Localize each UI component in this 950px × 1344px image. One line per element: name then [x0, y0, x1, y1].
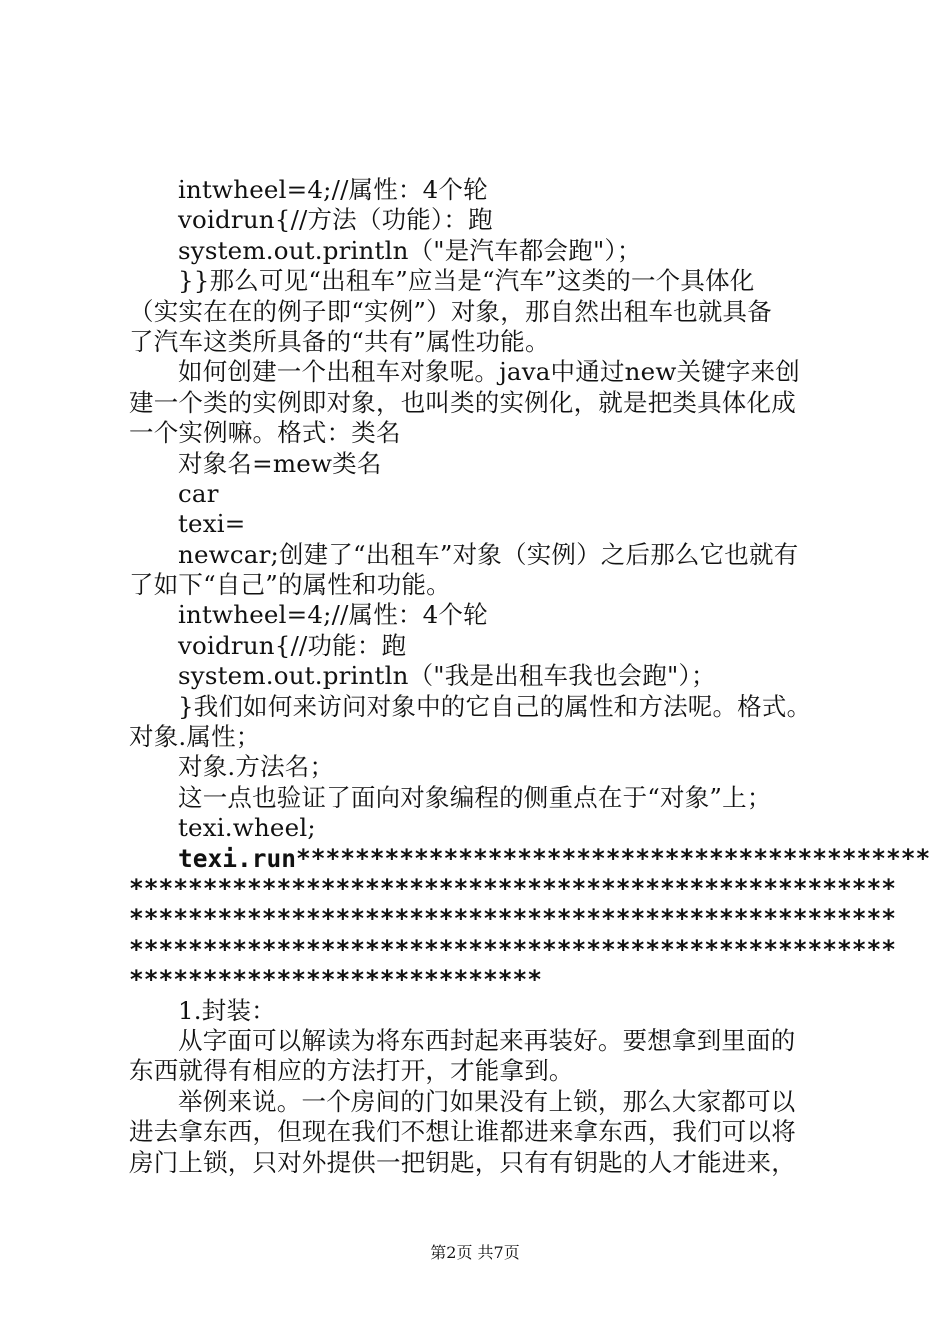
- text-line: 一个实例嘛。格式：类名: [129, 418, 401, 448]
- text-line: }}那么可见“出租车”应当是“汽车”这类的一个具体化: [178, 266, 755, 296]
- document-body: [129, 175, 931, 1178]
- text-line: 房门上锁，只对外提供一把钥匙，只有有钥匙的人才能进来，: [129, 1147, 796, 1177]
- text-line: 建一个类的实例即对象，也叫类的实例化，就是把类具体化成: [129, 387, 796, 417]
- text-line: texi.wheel;: [178, 813, 316, 843]
- text-line: 了如下“自己”的属性和功能。: [129, 570, 451, 600]
- text-line: 东西就得有相应的方法打开，才能拿到。: [129, 1056, 574, 1086]
- text-line: 了汽车这类所具备的“共有”属性功能。: [129, 326, 550, 356]
- section-heading: 1.封装：: [178, 995, 276, 1025]
- separator-line: ****************************************************: [129, 904, 897, 934]
- text-line: system.out.println（"我是出租车我也会跑"）；: [178, 661, 716, 691]
- text-line: texi=: [178, 509, 246, 539]
- text-line: system.out.println（"是汽车都会跑"）；: [178, 235, 642, 265]
- text-line: 举例来说。一个房间的门如果没有上锁，那么大家都可以: [178, 1086, 796, 1116]
- text-line: newcar;创建了“出租车”对象（实例）之后那么它也就有: [178, 539, 799, 569]
- text-line: voidrun{//方法（功能）：跑: [178, 205, 493, 235]
- text-line: car: [178, 478, 219, 508]
- text-line: 如何创建一个出租车对象呢。java中通过new关键字来创: [178, 357, 800, 387]
- text-line: intwheel=4;//属性：4个轮: [178, 600, 488, 630]
- separator-line: ****************************************************: [129, 934, 897, 964]
- text-line: 这一点也验证了面向对象编程的侧重点在于“对象”上；: [178, 782, 772, 812]
- text-line: 对象.方法名；: [178, 752, 335, 782]
- text-line: 对象名=mew类名: [178, 448, 382, 478]
- text-line: intwheel=4;//属性：4个轮: [178, 175, 488, 204]
- separator-line: ****************************: [129, 965, 543, 995]
- text-line: voidrun{//功能：跑: [178, 630, 407, 660]
- separator-line: ****************************************************: [129, 873, 897, 903]
- text-line: 从字面可以解读为将东西封起来再装好。要想拿到里面的: [178, 1025, 796, 1055]
- text-line: （实实在在的例子即“实例”）对象，那自然出租车也就具备: [129, 296, 772, 326]
- text-line: texi.run*******************************************: [178, 843, 931, 873]
- text-line: 进去拿东西，但现在我们不想让谁都进来拿东西，我们可以将: [129, 1117, 796, 1147]
- text-line: 对象.属性；: [129, 722, 261, 752]
- text-line: }我们如何来访问对象中的它自己的属性和方法呢。格式。: [178, 691, 812, 721]
- page-number: 第2页 共7页: [430, 1243, 520, 1262]
